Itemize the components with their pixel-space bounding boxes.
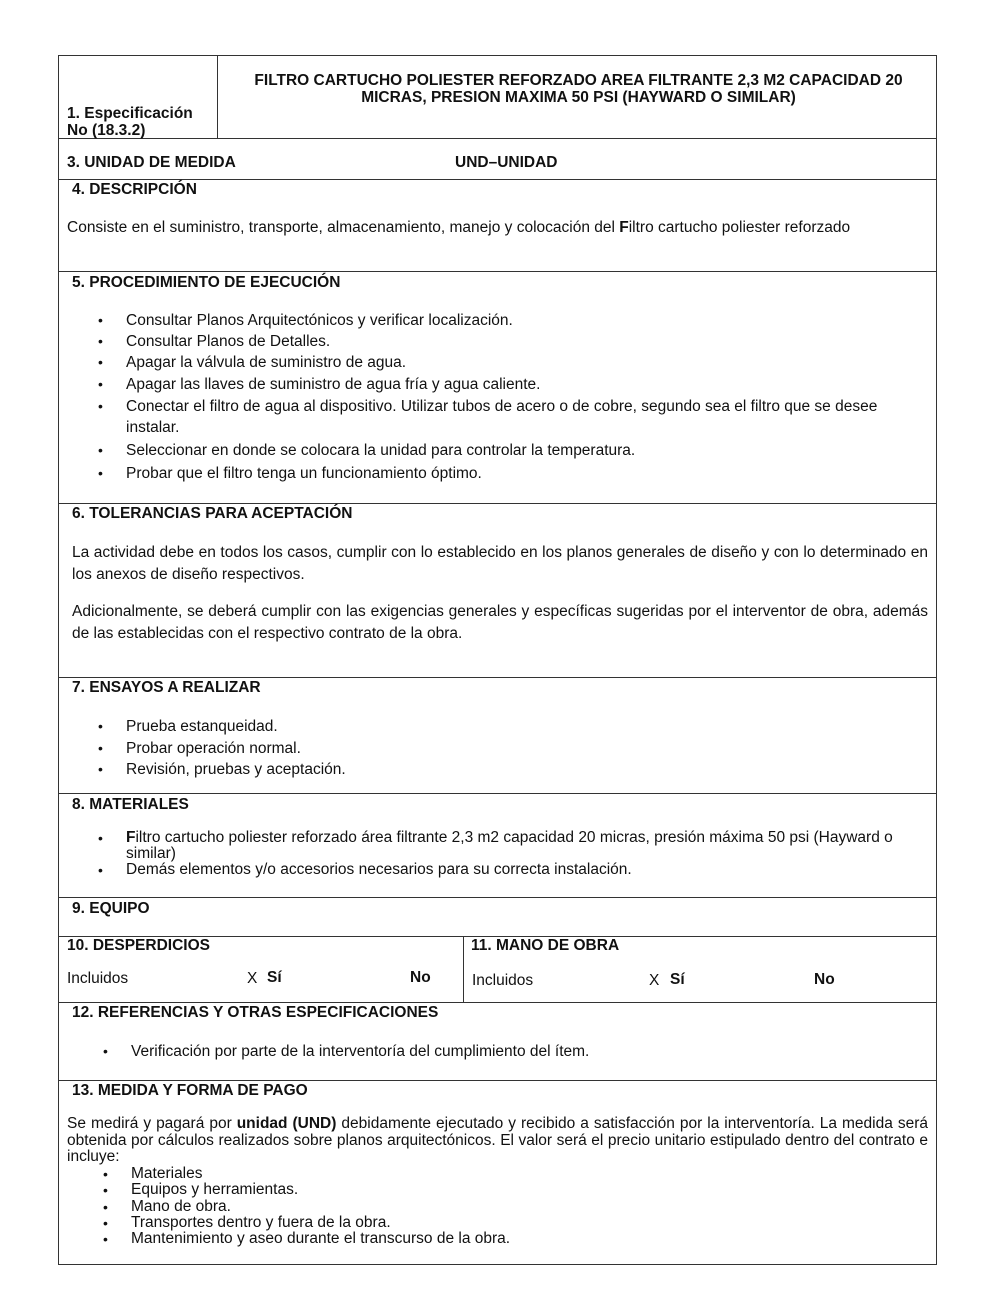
- descripcion-section: [59, 180, 936, 272]
- list-item: • Conectar el filtro de agua al dispositivo. Utilizar tubos de acero o de cobre, segundo sea el filtro que se desee instalar.: [126, 396, 930, 438]
- list-item: • Revisión, pruebas y aceptación.: [126, 759, 930, 780]
- desperdicios-mano-section: [59, 937, 936, 1003]
- procedimiento-heading: 5. PROCEDIMIENTO DE EJECUCIÓN: [72, 274, 341, 291]
- referencias-list: [131, 1041, 921, 1062]
- equipo-section: [59, 898, 936, 937]
- mano-obra-mark: X: [649, 972, 660, 989]
- procedimiento-list: [126, 310, 930, 484]
- unidad-value: UND–UNIDAD: [455, 154, 558, 171]
- desperdicios-si: Sí: [267, 969, 282, 986]
- mano-obra-si: Sí: [670, 971, 685, 988]
- list-item: • Verificación por parte de la interventoría del cumplimiento del ítem.: [131, 1041, 921, 1062]
- desperdicios-mark: X: [247, 970, 258, 987]
- ensayos-section: [59, 678, 936, 794]
- materiales-section: [59, 794, 936, 898]
- medida-text: Se medirá y pagará por unidad (UND) debidamente ejecutado y recibido a satisfacción por la interventoría. La medida será obtenida por cálculos realizados sobre planos arquitectónicos. El valor será el precio unitario estipulado dentro del contrato e incluye:: [67, 1115, 928, 1165]
- equipo-heading: 9. EQUIPO: [72, 900, 150, 917]
- spec-title-line2: MICRAS, PRESION MAXIMA 50 PSI (HAYWARD O SIMILAR): [361, 89, 796, 106]
- ensayos-list: [126, 716, 930, 780]
- list-item: • Probar operación normal.: [126, 738, 930, 759]
- descripcion-heading: 4. DESCRIPCIÓN: [72, 181, 197, 198]
- spec-sheet: [58, 55, 937, 1265]
- list-item: • Mano de obra.: [131, 1199, 921, 1215]
- list-item: • Mantenimiento y aseo durante el transcurso de la obra.: [131, 1231, 921, 1247]
- procedimiento-section: [59, 272, 936, 504]
- desperdicios-incluidos: Incluidos: [67, 970, 129, 987]
- medida-section: [59, 1081, 936, 1266]
- list-item: • Prueba estanqueidad.: [126, 716, 930, 737]
- list-item: • Apagar las llaves de suministro de agua fría y agua caliente.: [126, 374, 930, 395]
- list-item: • Seleccionar en donde se colocara la unidad para controlar la temperatura.: [126, 440, 930, 461]
- referencias-heading: 12. REFERENCIAS Y OTRAS ESPECIFICACIONES: [72, 1004, 439, 1021]
- referencias-section: [59, 1003, 936, 1081]
- spec-label-line2: No (18.3.2): [67, 122, 146, 139]
- spec-header-section: [59, 56, 936, 139]
- mano-obra-no: No: [814, 971, 835, 988]
- list-item: • Apagar la válvula de suministro de agua.: [126, 352, 930, 373]
- descripcion-text: Consiste en el suministro, transporte, almacenamiento, manejo y colocación del Filtro cartucho poliester reforzado: [67, 219, 851, 236]
- list-item: • Filtro cartucho poliester reforzado área filtrante 2,3 m2 capacidad 20 micras, presión máxima 50 psi (Hayward o similar): [126, 830, 926, 862]
- unidad-heading: 3. UNIDAD DE MEDIDA: [67, 154, 236, 171]
- list-item: • Consultar Planos Arquitectónicos y verificar localización.: [126, 310, 930, 331]
- list-item: • Transportes dentro y fuera de la obra.: [131, 1215, 921, 1231]
- medida-heading: 13. MEDIDA Y FORMA DE PAGO: [72, 1082, 308, 1099]
- list-item: • Equipos y herramientas.: [131, 1182, 921, 1198]
- spec-label-line1: 1. Especificación: [67, 105, 193, 122]
- desperdicios-no: No: [410, 969, 431, 986]
- tolerancias-p2: Adicionalmente, se deberá cumplir con las exigencias generales y específicas sugeridas por el interventor de obra, además de las establecidas con el respectivo contrato de la obra.: [72, 603, 928, 642]
- medida-list: [131, 1166, 921, 1247]
- tolerancias-heading: 6. TOLERANCIAS PARA ACEPTACIÓN: [72, 505, 353, 522]
- list-item: • Demás elementos y/o accesorios necesarios para su correcta instalación.: [126, 862, 926, 878]
- unidad-section: [59, 139, 936, 180]
- materiales-heading: 8. MATERIALES: [72, 796, 189, 813]
- spec-title-line1: FILTRO CARTUCHO POLIESTER REFORZADO AREA FILTRANTE 2,3 M2 CAPACIDAD 20: [254, 72, 903, 89]
- desperdicios-heading: 10. DESPERDICIOS: [67, 937, 210, 954]
- list-item: • Probar que el filtro tenga un funcionamiento óptimo.: [126, 463, 930, 484]
- mano-obra-heading: 11. MANO DE OBRA: [471, 937, 620, 954]
- materiales-list: [126, 830, 926, 878]
- list-item: • Consultar Planos de Detalles.: [126, 331, 930, 352]
- tolerancias-section: [59, 504, 936, 678]
- ensayos-heading: 7. ENSAYOS A REALIZAR: [72, 679, 261, 696]
- mano-obra-incluidos: Incluidos: [472, 972, 534, 989]
- tolerancias-p1: La actividad debe en todos los casos, cumplir con lo establecido en los planos generales de diseño y con lo determinado en los anexos de diseño respectivos.: [72, 544, 928, 583]
- list-item: • Materiales: [131, 1166, 921, 1182]
